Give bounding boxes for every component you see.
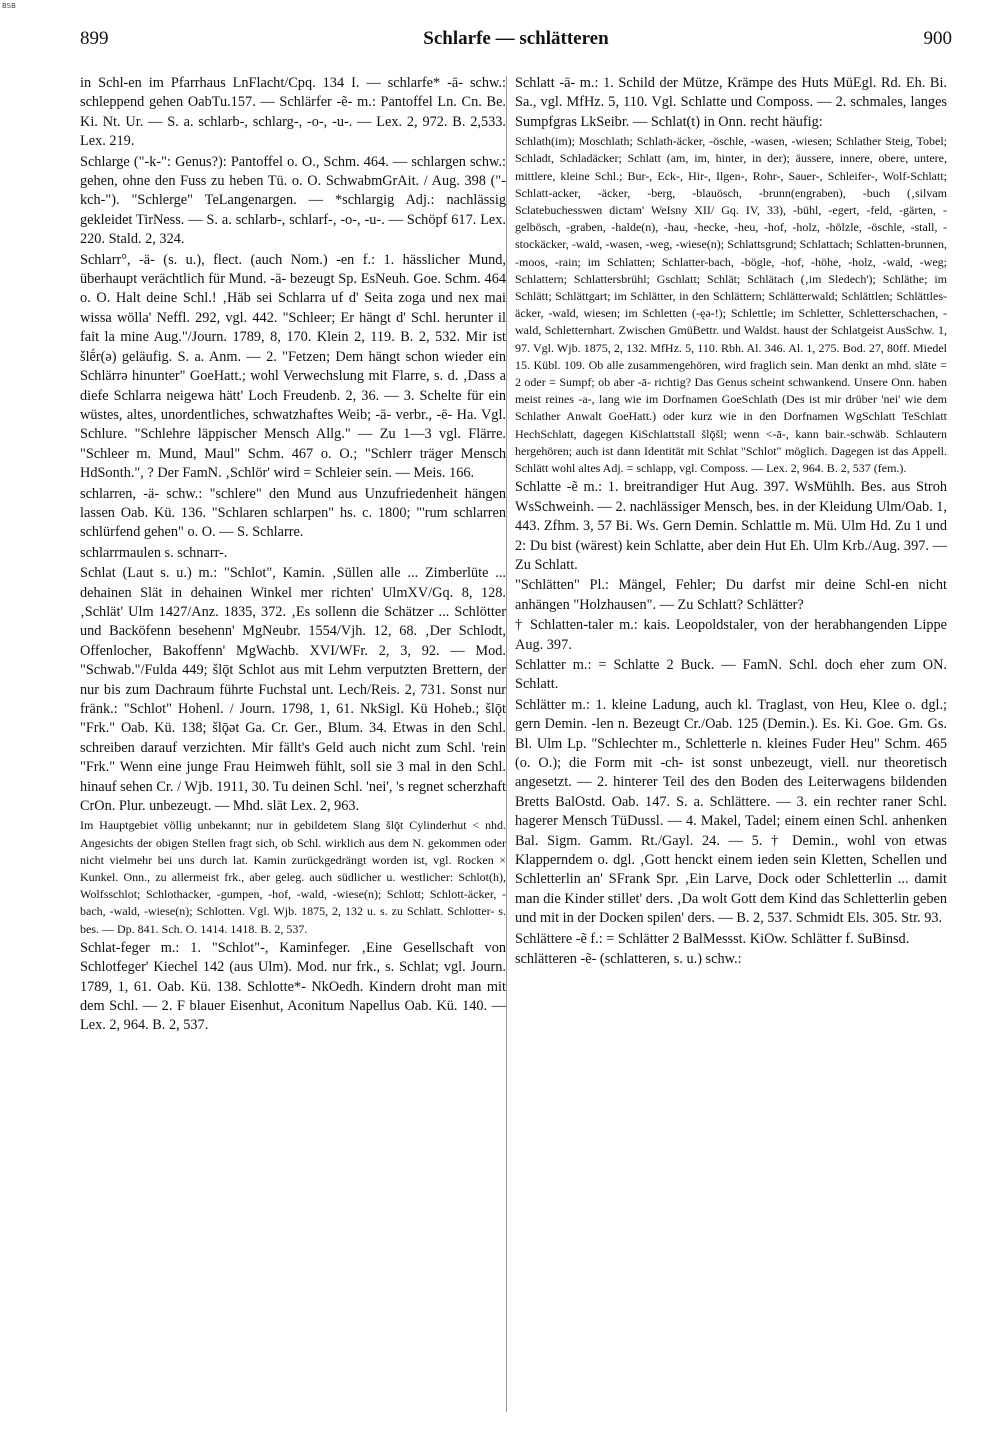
- dictionary-entry: schlätteren -ẽ- (schlatteren, s. u.) schw.:: [515, 951, 742, 968]
- dictionary-entry: schlarren, -ä- schw.: "schlere" den Mund aus Unzufriedenheit hängen lassen Oab. Kü. 136. "Schlaren schlarpen" hs. c. 1800; "'rum schlarren schlürfend gehen" o. O. — S. Schlarre.: [80, 485, 506, 541]
- dictionary-entry: Schlättere -ẽ f.: = Schlätter 2 BalMessst. KiOw. Schlätter f. SuBinsd.: [515, 930, 910, 947]
- dictionary-entry: Schlatt -ā- m.: 1. Schild der Mütze, Krämpe des Huts MüEgl. Rd. Eh. Bi. Sa., vgl. MfHz. 5, 110. Vgl. Schlatte und Composs. — 2. schmales, langes Sumpfgras LkSeibr. — Schlat(t) in Onn. recht häufig:: [515, 75, 947, 130]
- dictionary-entry: Schlat (Laut s. u.) m.: "Schlot", Kamin. ‚Süllen alle ... Zimberlüte ... dehainen Slät in dehainen Winkel mer richten' UlmXV/Gq. 8, 128. ‚Schlät' Ulm 1427/Anz. 1835, 372. ‚Es sollenn die Schätzer ... Schlötter und Backöfenn besehenn' MgNeubr. 1554/Vjh. 12, 68. ‚Der Schlodt, Offenlocher, Bakoffenn' MgWachb. XVI/WFr. 2, 3, 92. — Mod. "Schwab."/Fulda 449; šlǭt Schlot aus mit Lehm verputzten Brettern, der nur bis zum Dachraum führte Fuchstal unt. Lech/Reis. 2, 731. Sonst nur fränk.: "Schlot" Hohenl. / Journ. 1798, 1, 61. NkSigl. Kü Hoheb.; šlǭt "Frk." Oab. Kü. 138; šlǭət Ga. Cr. Ger., Blum. 34. Etwas in den Schl. schreiben darauf verzichten. Mir fällt's Geld auch nicht zum Schl. 'rein "Frk." Wenn eine junge Frau Heimweh fühlt, soll sie 3 mal in den Schl. hinauf sehen Cr. / Wjb. 1911, 30. Tu deinen Schl. 'nei', 's regnet scherzhaft CrOn. Plur. unbezeugt. — Mhd. slāt Lex. 2, 963.: [80, 565, 506, 815]
- dictionary-entry: "Schlätten" Pl.: Mängel, Fehler; Du darfst mir deine Schl-en nicht anhängen "Holzhausen". — Zu Schlatt? Schlätter?: [515, 577, 947, 613]
- dictionary-note: Schlath(im); Moschlath; Schlath-äcker, -öschle, -wasen, -wiesen; Schlather Steig, Tobel; Schladt, Schladäcker; Schlatt (am, im, hinter, in der); äussere, innere, obere, untere, mittlere, kleine Schl.; Bur-, Eck-, Hir-, Ilgen-, Rohr-, Sauer-, Schleifer-, Wolf-Schlatt; Schlatt-acker, -äcker, -berg, -blauösch, -brunn(engraben), -buch (‚silvam Sclatebuchesswen dictam' WeIsny XII/ Gq. IV, 33), -bühl, -egert, -feld, -gärten, -gelbösch, -graben, -halde(n), -hau, -hecke, -heu, -hof, -holz, -hölzle, -öschle, -stall, -stockäcker, -wald, -wasen, -weg, -wiese(n); Schlattsgrund; Schlattach; Schlatten-brunnen, -moos, -rain; im Schlatten; Schlatter-bach, -bögle, -hof, -höhe, -holz, -wald, -weg; Schlattern; Schlattersbrühl; Gschlatt; Schlät; Schlätach (‚im Sledech'); Schläthe; im Schlätt; Schlättgart; im Schlätter, in den Schlättern; Schlätterwald; Schlättlen; Schlättles-äcker, -wald, wiesen; im Schletten (-ęə-!); Schlettle; im Schletter, Schletterschachen, -wald, Schletternhart. Zwischen GmüBettr. und Waldst. haust der Schlatgeist AusSchw. 1, 97. Vgl. Wjb. 1875, 2, 132. MfHz. 5, 110. Rbh. Al. 346. Al. 1, 275. Bod. 27, 80ff. Miedel 15. Kübl. 109. Ob alle zusammengehören, wird fraglich sein. Man denkt an mhd. slāte = 2 oder = Sumpf; ob aber -ā- richtig? Das Genus scheint schwankend. Unsere Onn. haben meist reines -a-, lang wie im Dorfnamen GoeSchlath (Des ist mir drüber 'nei' wie dem Schlather Anwalt GoeHatt.) oder kurz wie in den Dorfnamen WgSchlatt TeSchlatt HechSchlatt, dagegen KiSchlattstall šlǭšl; wenn <-ā-, kann bair.-schwäb. Schlautern hergehören; auch ist dann Identität mit Schlat "Schlot" möglich. Dagegen ist das Appell. Schlätt wohl altes Adj. = schlapp, vgl. Composs. — Lex. 2, 964. B. 2, 537 (fem.).: [515, 134, 947, 476]
- page-header: [80, 28, 952, 56]
- library-stamp: BSB: [2, 2, 16, 10]
- dictionary-entry: in Schl-en im Pfarrhaus LnFlacht/Cpq. 134 I. — schlarfe* -ā- schw.: schleppend gehen OabTu.157. — Schlärfer -ẽ- m.: Pantoffel Ln. Cn. Be. Ki. Nt. Ur. — S. a. schlarb-, schlarg-, -o-, -u-. — Lex. 2, 972. B. 2,533. Lex. 219.: [80, 75, 506, 150]
- dictionary-entry: Schlarge ("-k-": Genus?): Pantoffel o. O., Schm. 464. — schlargen schw.: gehen, ohne den Fuss zu heben Tü. o. O. SchwabmGrAit. / Aug. 398 ("-kch-"). "Schlerge" TeLangenargen. — *schlargig Adj.: nachlässig gekleidet TirNess. — S. a. schlarb-, schlarf-, -o-, -u-. — Schöpf 617. Lex. 220. Stald. 2, 324.: [80, 153, 506, 248]
- dictionary-entry: Schlat-feger m.: 1. "Schlot"-, Kaminfeger. ‚Eine Gesellschaft von Schlotfeger' Kiechel 142 (aus Ulm). Mod. nur frk., s. Schlat; vgl. Journ. 1789, 1, 61. Oab. Kü. 138. Schlotte*- NkOedh. Kindern droht man mit dem Schl. — 2. F blauer Eisenhut, Aconitum Napellus Oab. Kü. 140. — Lex. 2, 964. B. 2, 537.: [80, 939, 506, 1034]
- dictionary-entry: Schlarr°, -ä- (s. u.), flect. (auch Nom.) -en f.: 1. hässlicher Mund, überhaupt verächtlich für Mund. -ā- bezeugt Sp. EsNeuh. Goe. Schm. 464 o. O. Halt deine Schl.! ‚Häb sei Schlarra uf d' Seita zoga und nex mai wissa wölla' Neffl. 292, vgl. 442. "Schleer; Er hängt d' Schl. herunter il fait la mine Aug."/Journ. 1789, 8, 170. Klein 2, 119. B. 2, 532. Mir ist šlḗr(ə) geläufig. S. a. Anm. — 2. "Fetzen; Dem hängt schon wieder ein Schlärrə hinunter" GoeHatt.; wohl Verwechslung mit Flarre, s. d. ‚Dass a diefe Schlarra neigewa hätt' Loch Freudenb. 2, 36. — 3. Schelte für ein wüstes, altes, unordentliches, schwatzhaftes Weib; -ā- verbr., -ē- Ha. Vgl. Schlure. "Schlehre läppischer Mensch Allg." — Zu 1—3 vgl. Flärre. "Schleer m. Mund, Maul" Schm. 467 o. O.; "Schlerr träger Mensch HdSonth.", ? Der FamN. ‚Schlör' wird = Schleier sein. — Meis. 166.: [80, 251, 506, 482]
- dictionary-entry: schlarrmaulen s. schnarr-.: [80, 544, 228, 561]
- page-number-left: 899: [80, 28, 109, 49]
- running-title: Schlarfe — schlätteren: [423, 28, 609, 49]
- dictionary-entry: Schlatte -ẽ m.: 1. breitrandiger Hut Aug. 397. WsMühlh. Bes. aus Stroh WsSchweinh. — 2. nachlässiger Mensch, bes. in der Kleidung Ulm/Oab. 1, 443. Zfhm. 3, 57 Bi. Ws. Gern Demin. Schlattle m. Mü. Ulm Hd. Zu 1 und 2: Du bist (wärest) kein Schlatte, aber dein Hut Eh. Ulm Krb./Aug. 397. — Zu Schlatt.: [515, 479, 947, 573]
- dictionary-entry: † Schlatten-taler m.: kais. Leopoldstaler, von der herabhangenden Lippe Aug. 397.: [515, 617, 947, 653]
- dictionary-entry: Schlatter m.: = Schlatte 2 Buck. — FamN. Schl. doch eher zum ON. Schlatt.: [515, 656, 947, 693]
- left-column: [80, 74, 506, 1414]
- dictionary-note: Im Hauptgebiet völlig unbekannt; nur in gebildetem Slang šlǭt Cylinderhut < nhd. Angesichts der obigen Stellen fragt sich, ob Schl. wirklich aus dem N. gekommen oder nicht vielmehr bei uns durch lat. Kamin zurückgedrängt worden ist, vgl. Rocken × Kunkel. Onn., zu allermeist frk., aber geleg. auch südlicher u. westlicher: Schlot(h), Wolfsschlot; Schlothacker, -gumpen, -hof, -wald, -wiese(n); Schlott; Schlott-äcker, -bach, -wald, -wiese(n); Schlotten. Vgl. Wjb. 1875, 2, 132 u. s. zu Schlatt. Schlotter- s. bes. — Dp. 841. Sch. O. 1414. 1418. B. 2, 537.: [80, 818, 506, 936]
- dictionary-entry: Schlätter m.: 1. kleine Ladung, auch kl. Traglast, von Heu, Klee o. dgl.; gern Demin. -len n. Bezeugt Cr./Oab. 125 (Demin.). Es. Ki. Goe. Gm. Gs. Bl. Ulm Lp. "Schlechter m., Schletterle n. kleines Fuder Heu" Schm. 465 (o. O.); die Form mit -ch- ist sonst unbezeugt, viell. nur theoretisch angesetzt. — 2. hinterer Teil des den Boden des Leiterwagens bildenden Bretts BalOstd. Oab. 147. S. a. Schlättere. — 3. ein rechter raner Schl. hagerer Mensch TüDussl. — 4. Makel, Tadel; einem einen Schl. anhenken Bal. Sigm. Gamm. Rt./Gayl. 24. — 5. † Demin., wohl von etwas Klapperndem o. dgl. ‚Gott henckt einem ieden sein Kletten, Schellen und Schletterlin an' SFrank Spr. ‚Ein Larve, Dock oder Schletterlin ... damit man die Kinder stillet' ders. ‚Da wolt Gott dem Kind das Schletterlin geben und mit in der Docken spilen' ders. — B. 2, 537. Schmidt Els. 305. Str. 93.: [515, 696, 947, 927]
- column-divider: [506, 76, 507, 1412]
- right-column: [515, 74, 947, 1414]
- page-number-right: 900: [923, 28, 952, 49]
